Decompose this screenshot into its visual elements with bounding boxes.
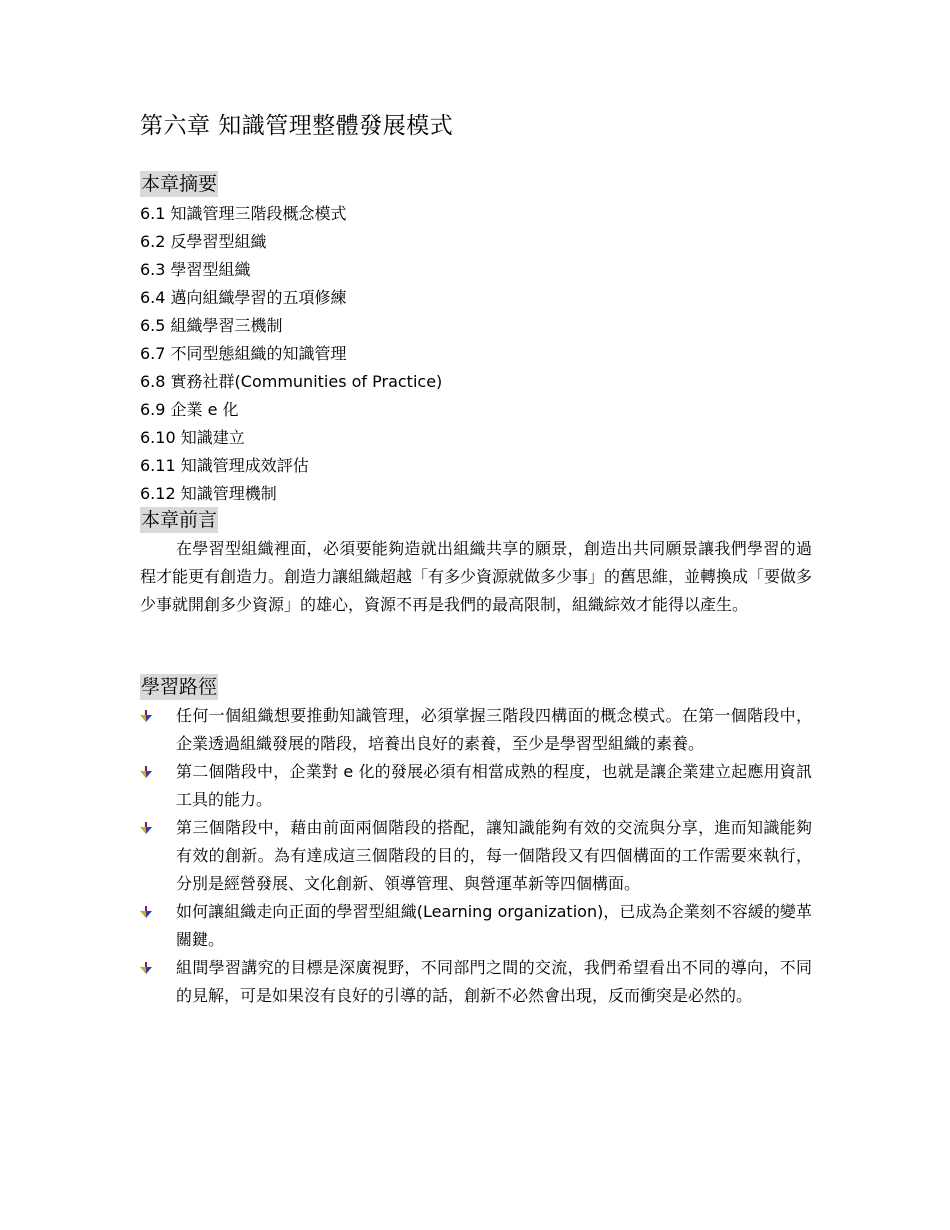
preface-paragraph: 在學習型組織裡面，必須要能夠造就出組織共享的願景，創造出共同願景讓我們學習的過程才能更有創造力。創造力讓組織超越「有多少資源就做多少事」的舊思維，並轉換成「要做多少事就開創多少資源」的雄心，資源不再是我們的最高限制，組織綜效才能得以產生。 bbox=[140, 539, 813, 614]
summary-item: 6.7 不同型態組織的知識管理 bbox=[140, 344, 347, 363]
list-item bbox=[140, 758, 812, 814]
summary-item: 6.1 知識管理三階段概念模式 bbox=[140, 204, 347, 223]
summary-item: 6.10 知識建立 bbox=[140, 428, 245, 447]
list-item bbox=[140, 954, 812, 1010]
list-item-text: 第二個階段中，企業對 e 化的發展必須有相當成熟的程度，也就是讓企業建立起應用資訊工具的能力。 bbox=[176, 762, 812, 809]
list-item bbox=[140, 814, 812, 898]
summary-item: 6.4 邁向組織學習的五項修練 bbox=[140, 288, 347, 307]
summary-item: 6.12 知識管理機制 bbox=[140, 484, 277, 503]
list-item bbox=[140, 898, 812, 954]
summary-item: 6.3 學習型組織 bbox=[140, 260, 251, 279]
arrow-down-bullet-icon bbox=[140, 710, 152, 722]
list-item-text: 組間學習講究的目標是深廣視野，不同部門之間的交流，我們希望看出不同的導向，不同的見解，可是如果沒有良好的引導的話，創新不必然會出現，反而衝突是必然的。 bbox=[176, 958, 812, 1005]
list-item-text: 如何讓組織走向正面的學習型組織(Learning organization)，已成為企業刻不容緩的變革關鍵。 bbox=[176, 902, 812, 949]
chapter-title: 第六章 知識管理整體發展模式 bbox=[140, 113, 454, 139]
summary-item: 6.8 實務社群(Communities of Practice) bbox=[140, 372, 443, 391]
summary-heading: 本章摘要 bbox=[141, 173, 218, 195]
learning-path-heading: 學習路徑 bbox=[141, 676, 218, 698]
arrow-down-bullet-icon bbox=[140, 962, 152, 974]
list-item-text: 任何一個組織想要推動知識管理，必須掌握三階段四構面的概念模式。在第一個階段中，企業透過組織發展的階段，培養出良好的素養，至少是學習型組織的素養。 bbox=[176, 706, 812, 753]
summary-list bbox=[140, 200, 442, 508]
summary-item: 6.9 企業 e 化 bbox=[140, 400, 239, 419]
preface-heading: 本章前言 bbox=[141, 509, 218, 531]
summary-item: 6.11 知識管理成效評估 bbox=[140, 456, 309, 475]
summary-item: 6.5 組織學習三機制 bbox=[140, 316, 283, 335]
arrow-down-bullet-icon bbox=[140, 822, 152, 834]
arrow-down-bullet-icon bbox=[140, 906, 152, 918]
learning-path-list bbox=[140, 702, 812, 1010]
list-item bbox=[140, 702, 812, 758]
summary-item: 6.2 反學習型組織 bbox=[140, 232, 267, 251]
arrow-down-bullet-icon bbox=[140, 766, 152, 778]
list-item-text: 第三個階段中，藉由前面兩個階段的搭配，讓知識能夠有效的交流與分享，進而知識能夠有效的創新。為有達成這三個階段的目的，每一個階段又有四個構面的工作需要來執行，分別是經營發展、文化創新、領導管理、與營運革新等四個構面。 bbox=[176, 818, 812, 893]
